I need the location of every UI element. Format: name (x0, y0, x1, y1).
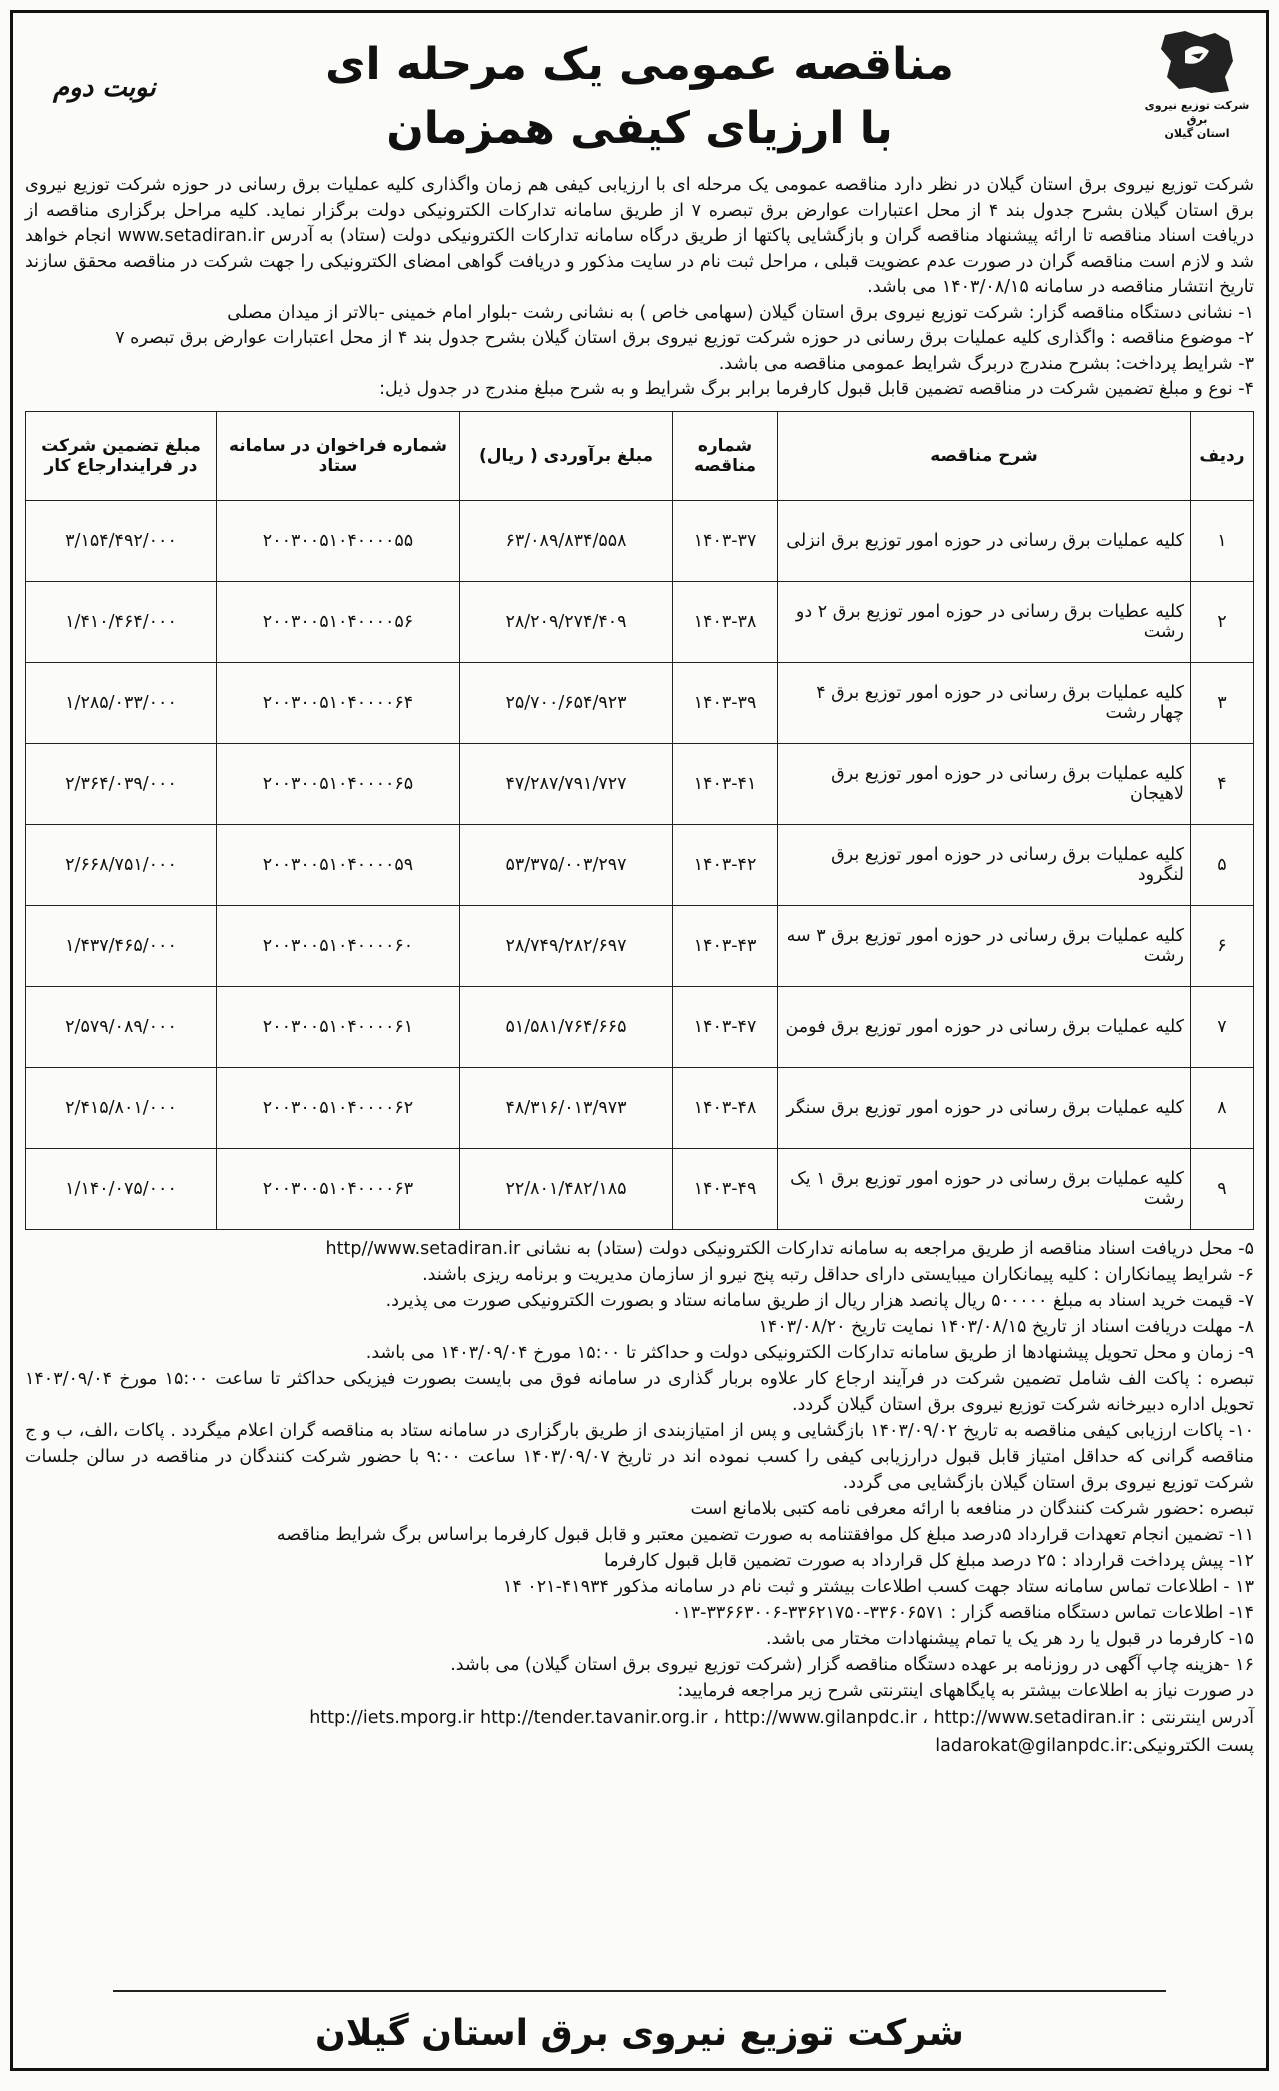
row-tender-number: ۱۴۰۳-۴۱ (673, 743, 778, 824)
row-call-number: ۲۰۰۳۰۰۵۱۰۴۰۰۰۰۶۲ (217, 1067, 460, 1148)
row-description: کلیه عملیات برق رسانی در حوزه امور توزیع برق لنگرود (778, 824, 1191, 905)
row-call-number: ۲۰۰۳۰۰۵۱۰۴۰۰۰۰۵۶ (217, 581, 460, 662)
note-10: ۱۰- پاکات ارزیابی کیفی مناقصه به تاریخ ۱۴۰۳/۰۹/۰۲ بازگشایی و پس از امتیازبندی از طریق بارگزاری در سامانه ستاد به مناقصه گران اعلام میگردد . پاکات ،الف، ب و ج مناقصه گرانی که حداقل امتیاز قابل قبول درارزیابی کیفی را کسب نموده اند در تاریخ ۱۴۰۳/۰۹/۰۷ ساعت ۹:۰۰ با حضور شرکت کنندگان در مناقصه در سالن جلسات شرکت توزیع نیروی برق استان گیلان بازگشایی می گردد. (25, 1420, 1254, 1493)
intro-text-rest: انجام خواهد شد و لازم است مناقصه گران در صورت عدم عضویت قبلی ، مراحل ثبت نام در سایت مذکور و دریافت گواهی امضای الکترونیکی را جهت شرکت در مناقصه محقق سازند تاریخ انتشار مناقصه در سامانه ۱۴۰۳/۰۸/۱۵ می باشد. (25, 226, 1254, 297)
row-call-number: ۲۰۰۳۰۰۵۱۰۴۰۰۰۰۶۱ (217, 986, 460, 1067)
table-row (26, 581, 1254, 662)
row-call-number: ۲۰۰۳۰۰۵۱۰۴۰۰۰۰۵۹ (217, 824, 460, 905)
row-estimated-amount: ۲۵/۷۰۰/۶۵۴/۹۲۳ (460, 662, 673, 743)
row-tender-number: ۱۴۰۳-۴۹ (673, 1148, 778, 1229)
logo-caption: شرکت توزیع نیروی برق (1144, 99, 1250, 126)
row-number: ۲ (1191, 581, 1254, 662)
row-description: کلیه عملیات برق رسانی در حوزه امور توزیع برق ۱ یک رشت (778, 1148, 1191, 1229)
row-guarantee-amount: ۲/۳۶۴/۰۳۹/۰۰۰ (26, 743, 217, 824)
row-call-number: ۲۰۰۳۰۰۵۱۰۴۰۰۰۰۵۵ (217, 500, 460, 581)
note-8: ۸- مهلت دریافت اسناد از تاریخ ۱۴۰۳/۰۸/۱۵ نمایت تاریخ ۱۴۰۳/۰۸/۲۰ (758, 1316, 1254, 1337)
row-tender-number: ۱۴۰۳-۳۹ (673, 662, 778, 743)
col-header-call-number: شماره فراخوان در سامانه ستاد (217, 411, 460, 500)
row-estimated-amount: ۲۲/۸۰۱/۴۸۲/۱۸۵ (460, 1148, 673, 1229)
table-row (26, 662, 1254, 743)
row-description: کلیه عملیات برق رسانی در حوزه امور توزیع برق انزلی (778, 500, 1191, 581)
row-call-number: ۲۰۰۳۰۰۵۱۰۴۰۰۰۰۶۰ (217, 905, 460, 986)
email-label: پست الکترونیکی: (1127, 1735, 1254, 1756)
row-estimated-amount: ۵۱/۵۸۱/۷۶۴/۶۶۵ (460, 986, 673, 1067)
web-addresses (13, 1704, 1266, 1732)
row-call-number: ۲۰۰۳۰۰۵۱۰۴۰۰۰۰۶۳ (217, 1148, 460, 1229)
table-row (26, 500, 1254, 581)
note-9: ۹- زمان و محل تحویل پیشنهادها از طریق سامانه تدارکات الکترونیکی دولت و حداکثر تا ۱۵:۰۰ مورخ ۱۴۰۳/۰۹/۰۴ می باشد. (365, 1342, 1254, 1363)
row-description: کلیه عملیات برق رسانی در حوزه امور توزیع برق لاهیجان (778, 743, 1191, 824)
row-number: ۱ (1191, 500, 1254, 581)
row-estimated-amount: ۲۸/۲۰۹/۲۷۴/۴۰۹ (460, 581, 673, 662)
intro-paragraph (25, 173, 1254, 301)
row-call-number: ۲۰۰۳۰۰۵۱۰۴۰۰۰۰۶۵ (217, 743, 460, 824)
row-tender-number: ۱۴۰۳-۴۲ (673, 824, 778, 905)
col-header-guarantee-amount: مبلغ تضمین شرکت در فرایندارجاع کار (26, 411, 217, 500)
table-row (26, 824, 1254, 905)
row-estimated-amount: ۴۸/۳۱۶/۰۱۳/۹۷۳ (460, 1067, 673, 1148)
row-guarantee-amount: ۱/۲۸۵/۰۳۳/۰۰۰ (26, 662, 217, 743)
row-number: ۶ (1191, 905, 1254, 986)
row-estimated-amount: ۴۷/۲۸۷/۷۹۱/۷۲۷ (460, 743, 673, 824)
item-4: ۴- نوع و مبلغ تضمین شرکت در مناقصه تضمین قابل قبول کارفرما برابر برگ شرایط و به شرح مبلغ مندرج در جدول ذیل: (379, 379, 1254, 399)
footer-company: شرکت توزیع نیروی برق استان گیلان (315, 2013, 964, 2054)
row-tender-number: ۱۴۰۳-۳۸ (673, 581, 778, 662)
row-guarantee-amount: ۲/۴۱۵/۸۰۱/۰۰۰ (26, 1067, 217, 1148)
email-address (13, 1732, 1266, 1760)
note-12: ۱۲- پیش پرداخت قرارداد : ۲۵ درصد مبلغ کل قرارداد به صورت تضمین قابل قبول کارفرما (603, 1550, 1254, 1571)
row-tender-number: ۱۴۰۳-۳۷ (673, 500, 778, 581)
web-urls[interactable]: http://iets.mporg.ir http://tender.tavanir.org.ir ، http://www.gilanpdc.ir ، http://www.setadiran.ir (309, 1707, 1135, 1728)
tender-notice (10, 10, 1269, 2071)
row-tender-number: ۱۴۰۳-۴۸ (673, 1067, 778, 1148)
row-estimated-amount: ۵۳/۳۷۵/۰۰۳/۲۹۷ (460, 824, 673, 905)
note-10-remark: تبصره :حضور شرکت کنندگان در منافعه با ارائه معرفی نامه کتبی بلامانع است (690, 1498, 1254, 1519)
col-header-row-no: ردیف (1191, 411, 1254, 500)
note-14: ۱۴- اطلاعات تماس دستگاه مناقصه گزار : ۳۳۶۰۶۵۷۱-۳۳۶۲۱۷۵۰-۳۳۶۶۳۰۰۶-۰۱۳ (671, 1602, 1254, 1623)
footer-divider (113, 1990, 1166, 1992)
intro-section (13, 173, 1266, 403)
web-label: آدرس اینترنتی : (1139, 1707, 1254, 1728)
row-number: ۳ (1191, 662, 1254, 743)
row-guarantee-amount: ۱/۱۴۰/۰۷۵/۰۰۰ (26, 1148, 217, 1229)
more-info: در صورت نیاز به اطلاعات بیشتر به پایگاههای اینترنتی شرح زیر مراجعه فرمایید: (677, 1680, 1254, 1701)
note-15: ۱۵- کارفرما در قبول یا رد هر یک یا تمام پیشنهادات مختار می باشد. (765, 1628, 1254, 1649)
item-3: ۳- شرایط پرداخت: بشرح مندرج دربرگ شرایط عمومی مناقصه می باشد. (718, 353, 1254, 374)
row-call-number: ۲۰۰۳۰۰۵۱۰۴۰۰۰۰۶۴ (217, 662, 460, 743)
note-5-url[interactable]: http//www.setadiran.ir (325, 1238, 521, 1259)
col-header-estimated-amount: مبلغ برآوردی ( ریال) (460, 411, 673, 500)
table-row (26, 743, 1254, 824)
row-description: کلیه عملیات برق رسانی در حوزه امور توزیع برق ۴ چهار رشت (778, 662, 1191, 743)
note-16: ۱۶ -هزینه چاپ آگهی در روزنامه بر عهده دستگاه مناقصه گزار (شرکت توزیع نیروی برق استان گیلان) می باشد. (450, 1654, 1254, 1675)
row-description: کلیه عطیات برق رسانی در حوزه امور توزیع برق ۲ دو رشت (778, 581, 1191, 662)
row-estimated-amount: ۶۳/۰۸۹/۸۳۴/۵۵۸ (460, 500, 673, 581)
title-line-2: با ارزیای کیفی همزمان (386, 103, 893, 154)
notice-header (13, 13, 1266, 173)
item-1: ۱- نشانی دستگاه مناقصه گزار: شرکت توزیع نیروی برق استان گیلان (سهامی خاص ) به نشانی رشت -بلوار امام خمینی -بالاتر از میدان مصلی (227, 302, 1254, 323)
row-guarantee-amount: ۲/۵۷۹/۰۸۹/۰۰۰ (26, 986, 217, 1067)
table-row (26, 986, 1254, 1067)
row-description: کلیه عملیات برق رسانی در حوزه امور توزیع برق ۳ سه رشت (778, 905, 1191, 986)
note-11: ۱۱- تضمین انجام تعهدات قرارداد ۵درصد مبلغ کل موافقتنامه به صورت تضمین معتبر و قابل قبول کارفرما براساس برگ شرایط مناقصه (276, 1524, 1254, 1545)
row-estimated-amount: ۲۸/۷۴۹/۲۸۲/۶۹۷ (460, 905, 673, 986)
note-9-remark: تبصره : پاکت الف شامل تضمین شرکت در فرآیند ارجاع کار علاوه بربار گذاری در سامانه فوق می بایست بصورت فیزیکی حداکثر تا ساعت ۱۵:۰۰ مورخ ۱۴۰۳/۰۹/۰۴ تحویل اداره دبیرخانه شرکت توزیع نیروی برق استان گیلان گردد. (25, 1368, 1254, 1415)
notes-section (13, 1236, 1266, 1704)
col-header-description: شرح مناقصه (778, 411, 1191, 500)
item-2: ۲- موضوع مناقصه : واگذاری کلیه عملیات برق رسانی در حوزه شرکت توزیع نیروی برق استان گیلان بشرح جدول بند ۴ از محل اعتبارات عوارض برق تبصره ۷ (115, 328, 1254, 348)
intro-text: شرکت توزیع نیروی برق استان گیلان در نظر دارد مناقصه عمومی یک مرحله ای با ارزیابی کیفی هم زمان واگذاری کلیه عملیات برق رسانی در حوزه شرکت توزیع نیروی برق استان گیلان بشرح جدول بند ۴ از محل اعتبارات عوارض برق تبصره ۷ از طریق سامانه تدارکات الکترونیکی دولت برگزار نماید. کلیه مراحل برگزاری مناقصه از دریافت اسناد مناقصه تا ارائه پیشنهاد مناقصه گران و بازگشایی پاکتها از طریق درگاه سامانه تدارکات الکترونیکی دولت (ستاد) به آدرس (25, 175, 1254, 246)
table-row (26, 1067, 1254, 1148)
table-row (26, 1148, 1254, 1229)
links-section (13, 1704, 1266, 1760)
row-description: کلیه عملیات برق رسانی در حوزه امور توزیع برق سنگر (778, 1067, 1191, 1148)
row-guarantee-amount: ۳/۱۵۴/۴۹۲/۰۰۰ (26, 500, 217, 581)
row-guarantee-amount: ۲/۶۶۸/۷۵۱/۰۰۰ (26, 824, 217, 905)
row-number: ۴ (1191, 743, 1254, 824)
notice-title (13, 33, 1266, 161)
row-number: ۷ (1191, 986, 1254, 1067)
col-header-tender-number: شماره مناقصه (673, 411, 778, 500)
row-description: کلیه عملیات برق رسانی در حوزه امور توزیع برق فومن (778, 986, 1191, 1067)
row-guarantee-amount: ۱/۴۳۷/۴۶۵/۰۰۰ (26, 905, 217, 986)
row-guarantee-amount: ۱/۴۱۰/۴۶۴/۰۰۰ (26, 581, 217, 662)
round-label: نوبت دوم (53, 73, 156, 103)
title-line-1: مناقصه عمومی یک مرحله ای (325, 39, 954, 90)
email-link[interactable]: ladarokat@gilanpdc.ir (935, 1735, 1128, 1756)
intro-url[interactable]: www.setadiran.ir (117, 226, 265, 246)
note-13: ۱۳ - اطلاعات تماس سامانه ستاد جهت کسب اطلاعات بیشتر و ثبت نام در سامانه مذکور ۴۱۹۳۴-۰۲۱ ۱۴ (502, 1576, 1254, 1597)
row-number: ۵ (1191, 824, 1254, 905)
table-row (26, 905, 1254, 986)
note-7: ۷- قیمت خرید اسناد به مبلغ ۵۰۰۰۰۰ ریال پانصد هزار ریال از طریق سامانه ستاد و بصورت الکترونیکی صورت می پذیرد. (385, 1290, 1254, 1311)
row-number: ۹ (1191, 1148, 1254, 1229)
row-tender-number: ۱۴۰۳-۴۳ (673, 905, 778, 986)
note-6: ۶- شرایط پیمانکاران : کلیه پیمانکاران میبایستی دارای حداقل رتبه پنج نیرو از سازمان مدیریت و برنامه ریزی باشند. (422, 1264, 1254, 1285)
note-5-text: ۵- محل دریافت اسناد مناقصه از طریق مراجعه به سامانه تدارکات الکترونیکی دولت (ستاد) به نشانی (525, 1238, 1254, 1259)
tender-table (25, 411, 1254, 1230)
logo-caption-city: استان گیلان (1164, 127, 1230, 140)
note-5 (25, 1236, 1254, 1262)
row-number: ۸ (1191, 1067, 1254, 1148)
table-header-row (26, 411, 1254, 500)
row-tender-number: ۱۴۰۳-۴۷ (673, 986, 778, 1067)
